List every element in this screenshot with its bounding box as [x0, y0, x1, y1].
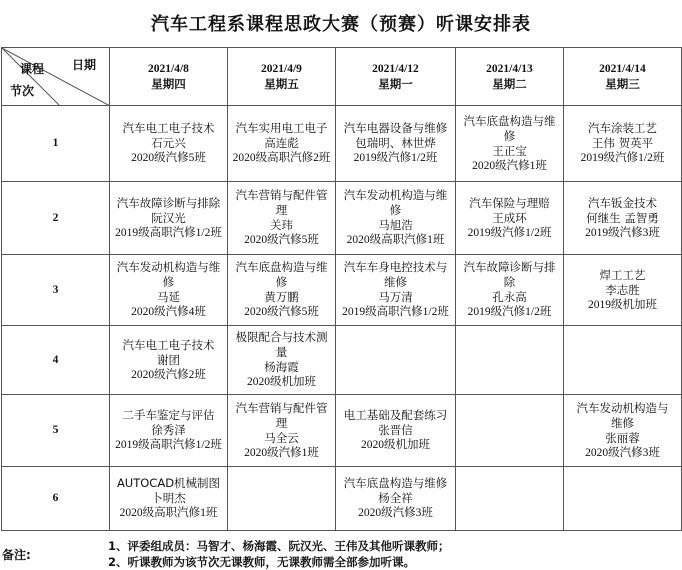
class-group: 2019级汽修1/2班	[467, 306, 552, 318]
class-group: 2019级高职汽修1/2班	[342, 306, 449, 318]
cell-line: 理	[275, 203, 288, 217]
class-cell	[564, 106, 682, 182]
class-cell	[228, 182, 336, 255]
schedule-row	[2, 467, 682, 531]
schedule-row	[2, 255, 682, 326]
class-cell	[336, 106, 456, 182]
class-cell	[110, 467, 228, 531]
header-date: 2021/4/8	[148, 62, 189, 75]
course-name: 汽车电工电子技术	[122, 337, 215, 352]
course-name: 极限配合与技术测	[235, 330, 328, 344]
cell-line: 王正宝	[492, 143, 527, 158]
header-date: 2021/4/12	[372, 62, 419, 75]
cell-line: 马延	[157, 290, 180, 304]
class-group: 2019级高职汽修1/2班	[115, 439, 222, 451]
course-name: 汽车底盘构造与维	[463, 113, 556, 128]
cell-line: 关玮	[270, 218, 293, 232]
header-weekday: 星期五	[264, 76, 299, 91]
empty-cell	[564, 467, 682, 531]
course-name: 二手车鉴定与评估	[122, 408, 215, 422]
class-group: 2020级汽修3班	[585, 446, 660, 459]
period-number: 4	[2, 326, 110, 395]
class-group: 2020级高职汽修2班	[232, 152, 331, 164]
column-header	[336, 48, 456, 106]
class-cell	[228, 326, 336, 395]
cell-line: 维修	[611, 415, 634, 430]
class-group: 2020级汽修3班	[358, 507, 433, 519]
class-group: 2020级汽修2班	[131, 368, 206, 381]
course-name: 汽车营销与配件管	[235, 188, 328, 202]
class-cell	[228, 106, 336, 182]
schedule-row	[2, 326, 682, 395]
class-group: 2019级汽修1/2班	[467, 226, 552, 239]
course-name: 汽车电工电子技术	[122, 121, 215, 135]
empty-cell	[456, 395, 564, 467]
cell-line: 何继生 孟智勇	[586, 210, 659, 225]
cell-line: 修	[162, 275, 175, 289]
cell-line: 理	[275, 415, 288, 430]
cell-line: 李志胜	[605, 282, 640, 297]
cell-line: 马旭浩	[378, 218, 413, 232]
cell-line: 马万清	[378, 290, 413, 304]
course-name: 焊工工艺	[599, 267, 646, 282]
class-cell	[110, 395, 228, 467]
column-header	[456, 48, 564, 106]
cell-line: 张晋信	[378, 423, 413, 437]
cell-line: 量	[275, 345, 288, 359]
empty-cell	[336, 326, 456, 395]
course-name: 汽车营销与配件管	[235, 400, 328, 415]
class-group: 2020级汽修1班	[472, 159, 547, 172]
class-cell	[336, 395, 456, 467]
cell-line: 杨海霞	[264, 360, 299, 374]
cell-line: 王伟 贺英平	[591, 136, 654, 150]
class-group: 2020级机加班	[361, 439, 430, 451]
class-group: 2020级汽修5班	[131, 152, 206, 164]
cell-line: 除	[503, 275, 516, 289]
course-name: 汽车故障诊断与排除	[116, 195, 221, 210]
cell-line: 徐秀泽	[151, 423, 186, 437]
header-date: 2021/4/13	[486, 62, 533, 75]
course-name: 汽车底盘构造与维修	[343, 476, 448, 490]
header-row	[2, 48, 682, 106]
class-cell	[456, 182, 564, 255]
empty-cell	[456, 467, 564, 531]
cell-line: 马全云	[264, 430, 299, 445]
course-name: 汽车发动机构造与维	[343, 188, 448, 202]
class-group: 2020级汽修4班	[131, 306, 206, 318]
header-date: 2021/4/14	[599, 62, 646, 75]
class-group: 2020级机加班	[247, 376, 316, 388]
course-name: 汽车发动机构造与	[576, 400, 669, 415]
class-cell	[336, 255, 456, 326]
cell-line: 修	[275, 275, 288, 289]
header-date: 2021/4/9	[261, 62, 302, 75]
cell-line: 张丽蓉	[605, 430, 640, 445]
class-group: 2020级高职汽修1班	[119, 507, 218, 519]
class-cell	[456, 106, 564, 182]
course-name: 电工基础及配套练习	[343, 408, 448, 422]
corner-course-label: 课程	[20, 62, 45, 76]
period-number: 6	[2, 467, 110, 531]
header-weekday: 星期一	[378, 76, 413, 91]
class-group: 2019级高职汽修1/2班	[115, 226, 222, 239]
class-group: 2020级高职汽修1班	[346, 234, 445, 246]
cell-line: 杨全祥	[378, 491, 413, 505]
corner-date-label: 日期	[72, 58, 97, 72]
empty-cell	[456, 326, 564, 395]
corner-period-label: 节次	[10, 84, 35, 98]
empty-cell	[228, 467, 336, 531]
column-header	[564, 48, 682, 106]
column-header	[228, 48, 336, 106]
header-weekday: 星期四	[151, 76, 186, 91]
schedule-row	[2, 182, 682, 255]
course-name: 汽车故障诊断与排	[463, 260, 556, 274]
class-group: 2019级汽修1/2班	[353, 152, 438, 164]
class-cell	[336, 182, 456, 255]
period-number: 2	[2, 182, 110, 255]
class-cell	[228, 255, 336, 326]
period-number: 1	[2, 106, 110, 182]
class-group: 2020级汽修5班	[244, 234, 319, 246]
cell-line: 维修	[384, 275, 407, 289]
note-line: 2、听课教师为该节次无课教师，无课教师需全部参加听课。	[108, 555, 415, 569]
empty-cell	[564, 326, 682, 395]
course-name: 汽车钣金技术	[588, 195, 657, 210]
class-cell	[110, 326, 228, 395]
class-cell	[228, 395, 336, 467]
course-name: 汽车车身电控技术与	[343, 260, 448, 274]
cell-line: 包瑞明、林世烨	[355, 136, 436, 150]
class-cell	[456, 255, 564, 326]
course-name: 汽车发动机构造与维	[116, 260, 221, 274]
course-name: 汽车涂装工艺	[588, 121, 657, 135]
schedule-table	[1, 47, 682, 531]
column-header	[110, 48, 228, 106]
period-number: 3	[2, 255, 110, 326]
page-title: 汽车工程系课程思政大赛（预赛）听课安排表	[151, 14, 531, 35]
class-cell	[110, 255, 228, 326]
cell-line: 孔永高	[492, 290, 527, 304]
class-group: 2019级汽修3班	[585, 226, 660, 239]
course-name: 汽车实用电工电子	[235, 121, 328, 135]
course-name: 汽车电器设备与维修	[343, 121, 448, 135]
cell-line: 卜明杰	[151, 491, 186, 505]
class-cell	[564, 395, 682, 467]
course-name: AUTOCAD机械制图	[116, 476, 221, 490]
notes	[108, 538, 450, 570]
cell-line: 阮汉光	[151, 210, 186, 225]
cell-line: 谢团	[157, 352, 180, 367]
class-cell	[110, 106, 228, 182]
note-line: 1、评委组成员：马智才、杨海霞、阮汉光、王伟及其他听课教师；	[108, 539, 450, 553]
cell-line: 修	[389, 203, 402, 217]
class-cell	[110, 182, 228, 255]
corner-cell	[2, 48, 110, 106]
class-cell	[336, 467, 456, 531]
cell-line: 黄万鹏	[264, 290, 299, 304]
schedule-row	[2, 395, 682, 467]
period-number: 5	[2, 395, 110, 467]
class-cell	[564, 182, 682, 255]
header-weekday: 星期二	[492, 76, 527, 91]
schedule-row	[2, 106, 682, 182]
class-group: 2020级汽修1班	[244, 446, 319, 459]
cell-line: 石元兴	[151, 136, 186, 150]
course-name: 汽车保险与理赔	[469, 195, 550, 210]
cell-line: 高连彪	[264, 136, 299, 150]
class-group: 2019级汽修1/2班	[580, 152, 665, 164]
cell-line: 王成环	[492, 210, 527, 225]
notes-label: 备注:	[2, 548, 31, 562]
class-group: 2019级机加班	[588, 298, 657, 311]
cell-line: 修	[503, 128, 516, 143]
class-group: 2020级汽修5班	[244, 306, 319, 318]
class-cell	[564, 255, 682, 326]
header-weekday: 星期三	[605, 76, 640, 91]
course-name: 汽车底盘构造与维	[235, 260, 328, 274]
